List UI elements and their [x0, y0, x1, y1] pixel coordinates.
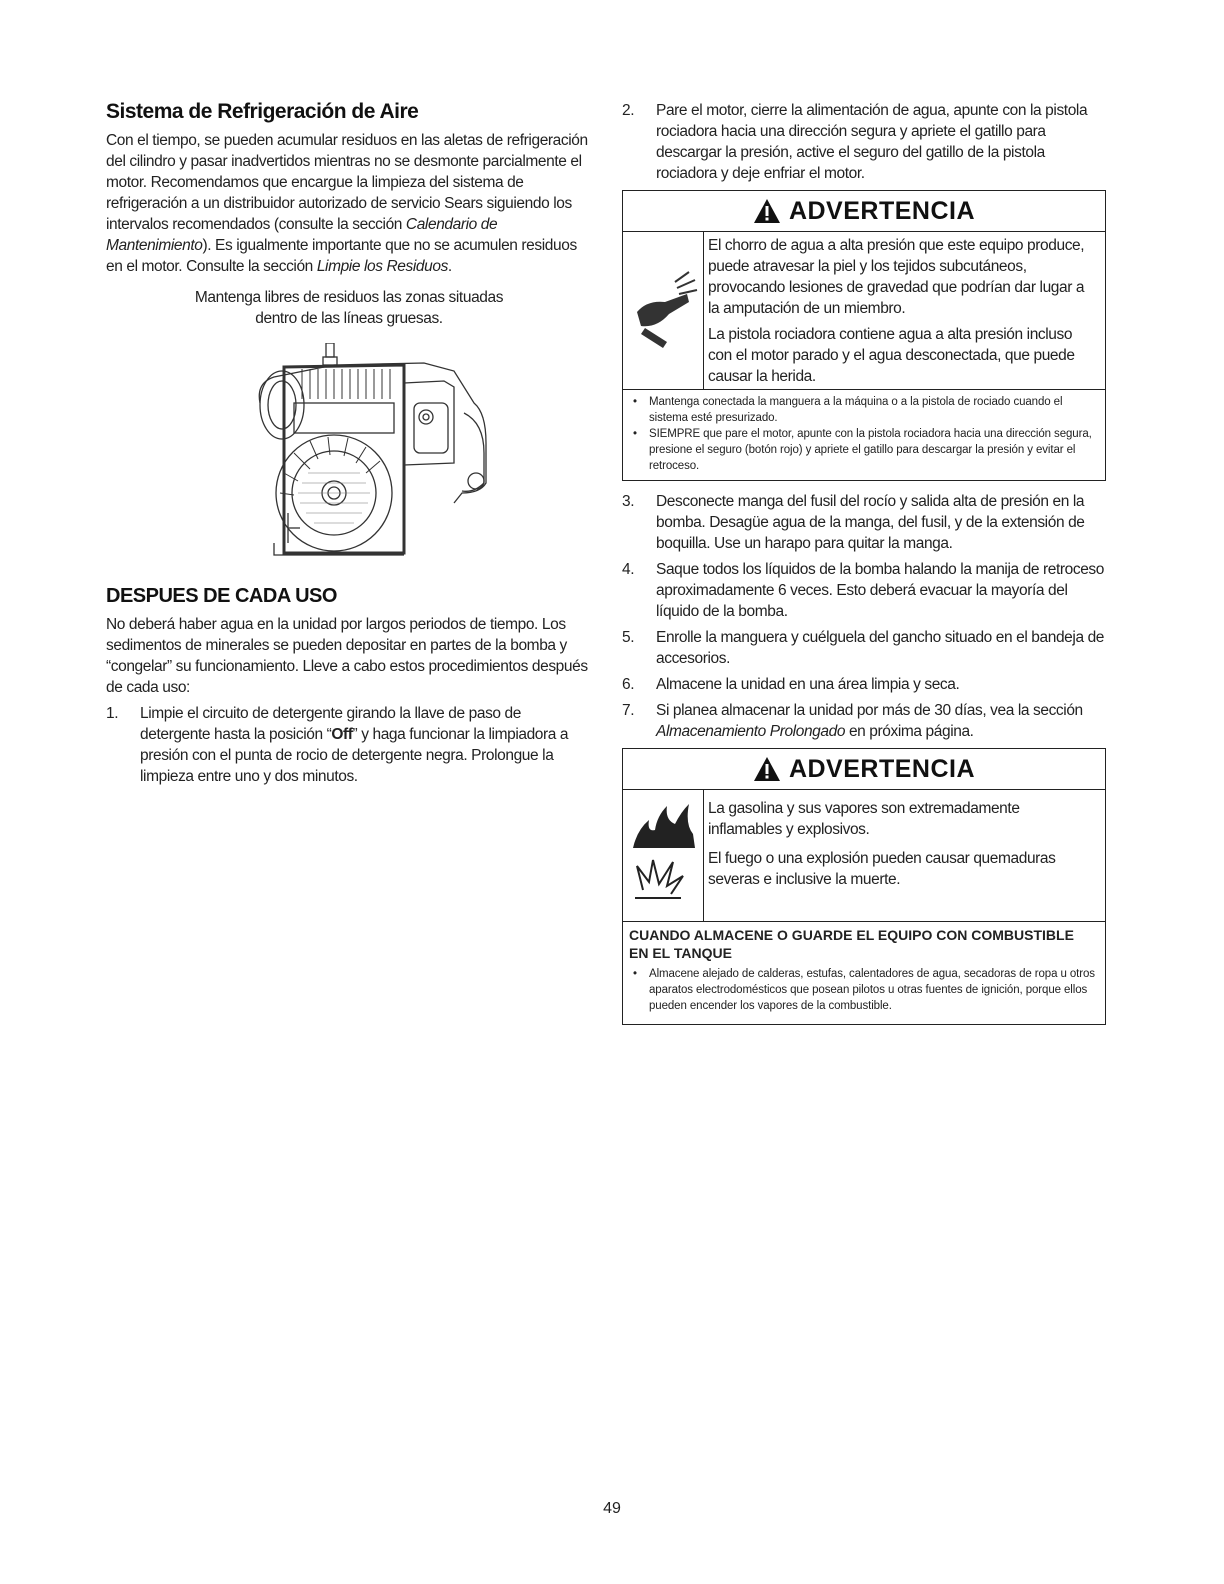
warning-header: [623, 191, 1105, 232]
figure-caption: Mantenga libres de residuos las zonas situadas dentro de las líneas gruesas.: [194, 289, 504, 327]
warning-notes: [623, 390, 1105, 480]
warning-notes: [623, 962, 1105, 1024]
warning-triangle-icon: [753, 756, 781, 782]
warning-paragraph: La pistola rociadora contiene agua a alta presión incluso con el motor parado y el agua desconectada, que puede causar la herida.: [708, 326, 1075, 385]
warning-bullet: • SIEMPRE que pare el motor, apunte con la pistola rociadora hacia una dirección segura, presione el seguro (botón rojo) y apriete el gatillo para descargar la presión y evitar el retroceso.: [631, 426, 1097, 474]
warning-title: ADVERTENCIA: [788, 754, 976, 783]
warning-bullet: • Mantenga conectada la manguera a la máquina o a la pistola de rociado cuando el sistema esté presurizado.: [631, 394, 1097, 426]
after-use-paragraph: No deberá haber agua en la unidad por largos periodos de tiempo. Los sedimentos de minerales se pueden depositar en partes de la bomba y “congelar” su funcionamiento. Lleve a cabo estos procedimientos después de cada uso:: [106, 616, 588, 696]
page-number: 49: [603, 1500, 621, 1517]
warning-paragraph: La gasolina y sus vapores son extremadamente inflamables y explosivos.: [708, 800, 1020, 838]
step-number: 2.: [622, 102, 635, 119]
warning-text: [704, 232, 1105, 389]
engine-diagram: [254, 343, 532, 563]
warning-text: [704, 790, 1105, 921]
step-number: 4.: [622, 561, 635, 578]
steps-continued: [622, 100, 1106, 184]
list-item: 2. Pare el motor, cierre la alimentación de agua, apunte con la pistola rociadora hacia una dirección segura y apriete el gatillo para descargar la presión, active el seguro del gatillo de la pistola rociadora y deje enfriar el motor.: [622, 102, 1088, 182]
after-use-heading: DESPUES DE CADA USO: [106, 585, 337, 607]
after-use-steps: [106, 703, 592, 787]
explosion-icon: [635, 860, 683, 898]
list-item: [622, 559, 1106, 622]
warning-paragraph: El fuego o una explosión pueden causar quemaduras severas e inclusive la muerte.: [708, 850, 1056, 888]
step-text: Saque todos los líquidos de la bomba halando la manija de retroceso aproximadamente 6 veces. Esto deberá evacuar la mayoría del líquido de la bomba.: [656, 561, 1104, 620]
step-number: 1.: [106, 705, 119, 722]
list-item: [622, 627, 1106, 669]
warning-triangle-icon: [753, 198, 781, 224]
left-column: [106, 100, 592, 792]
list-item: [622, 491, 1106, 554]
step-number: 6.: [622, 676, 635, 693]
step-number: 7.: [622, 702, 635, 719]
step-text: Almacene la unidad en una área limpia y seca.: [656, 676, 960, 693]
warning-box-fuel: [622, 748, 1106, 1025]
steps-list: [622, 491, 1106, 695]
step-number: 5.: [622, 629, 635, 646]
fire-explosion-icons: [623, 790, 704, 921]
warning-body: [623, 232, 1105, 390]
list-item: 1. Limpie el circuito de detergente girando la llave de paso de detergente hasta la posición “Off” y haga funcionar la limpiadora a presión con el punta de rocio de detergente negra. Prolongue la limpieza entre uno y dos minutos.: [106, 705, 569, 785]
warning-title: ADVERTENCIA: [788, 196, 976, 225]
steps-final: [622, 700, 1106, 742]
list-item: 7. Si planea almacenar la unidad por más de 30 días, vea la sección Almacenamiento Prolongado en próxima página.: [622, 702, 1083, 740]
warning-paragraph: El chorro de agua a alta presión que este equipo produce, puede atravesar la piel y los tejidos subcutáneos, provocando lesiones de gravedad que podrían dar lugar a la amputación de un miembro.: [708, 237, 1085, 317]
right-column: [622, 100, 1106, 1035]
air-cooling-paragraph: Con el tiempo, se pueden acumular residuos en las aletas de refrigeración del cilindro y pasar inadvertidos mientras no se desmonte parcialmente el motor. Recomendamos que encargue la limpieza del sistema de refrigeración a un distribuidor autorizado de servicio Sears siguiendo los intervalos recomendados (consulte la sección Calendario de Mantenimiento). Es igualmente importante que no se acumulen residuos en el motor. Consulte la sección Limpie los Residuos.: [106, 132, 588, 275]
list-item: [622, 674, 1106, 695]
step-text: Enrolle la manguera y cuélguela del gancho situado en el bandeja de accesorios.: [656, 629, 1105, 667]
fire-icon: [633, 804, 695, 848]
step-number: 3.: [622, 493, 635, 510]
step-text: Desconecte manga del fusil del rocío y salida alta de presión en la bomba. Desagüe agua de la manga, del fusil, y de la extensión de boquilla. Use un harapo para quitar la manga.: [656, 493, 1085, 552]
warning-box-high-pressure: [622, 190, 1106, 481]
injection-hazard-icon: [623, 232, 704, 389]
warning-bullet: • Almacene alejado de calderas, estufas, calentadores de agua, secadoras de ropa u otros aparatos electrodomésticos que posean pilotos u otras fuentes de ignición, porque ellos pueden encender los vapores de la combustible.: [631, 966, 1097, 1014]
engine-illustration: [254, 343, 532, 563]
air-cooling-heading: Sistema de Refrigeración de Aire: [106, 100, 419, 123]
warning-subtitle: CUANDO ALMACENE O GUARDE EL EQUIPO CON COMBUSTIBLE EN EL TANQUE: [629, 927, 1074, 961]
warning-header: [623, 749, 1105, 790]
warning-body: [623, 790, 1105, 922]
